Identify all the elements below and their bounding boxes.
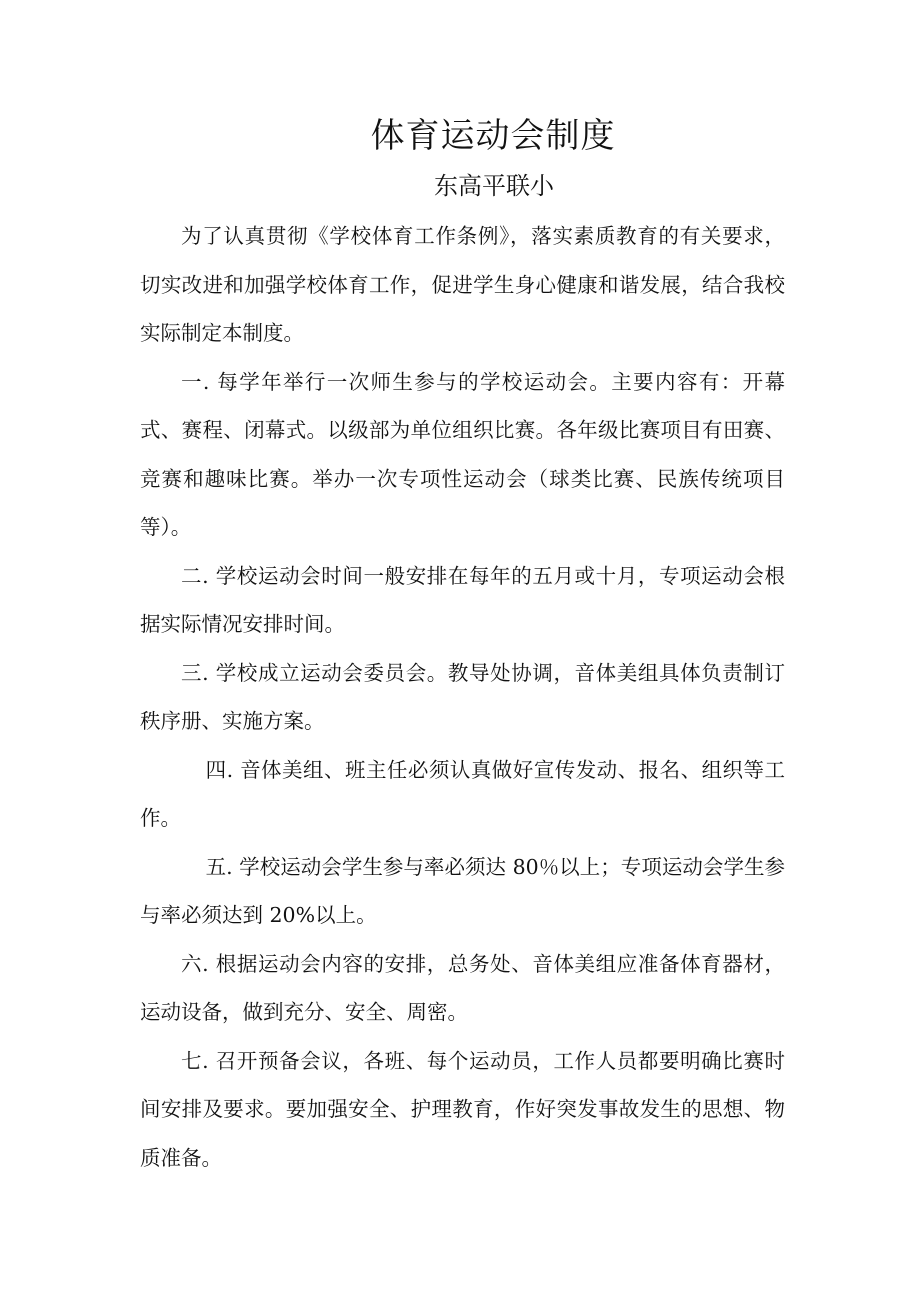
paragraph-3: 三. 学校成立运动会委员会。教导处协调，音体美组具体负责制订秩序册、实施方案。 bbox=[140, 660, 785, 733]
paragraph-intro: 为了认真贯彻《学校体育工作条例》，落实素质教育的有关要求，切实改进和加强学校体育工作，促进学生身心健康和谐发展，结合我校实际制定本制度。 bbox=[140, 224, 785, 345]
document-body bbox=[140, 212, 785, 1182]
paragraph-6: 六. 根据运动会内容的安排，总务处、音体美组应准备体育器材，运动设备，做到充分、安全、周密。 bbox=[140, 951, 785, 1024]
paragraph-1: 一. 每学年举行一次师生参与的学校运动会。主要内容有：开幕式、赛程、闭幕式。以级部为单位组织比赛。各年级比赛项目有田赛、竞赛和趣味比赛。举办一次专项性运动会（球类比赛、民族传统项目等）。 bbox=[140, 369, 785, 539]
document-subtitle: 东高平联小 bbox=[434, 172, 554, 200]
paragraph-4: 四. 音体美组、班主任必须认真做好宣传发动、报名、组织等工作。 bbox=[140, 757, 785, 830]
document-title: 体育运动会制度 bbox=[370, 116, 616, 156]
paragraph-2: 二. 学校运动会时间一般安排在每年的五月或十月，专项运动会根据实际情况安排时间。 bbox=[140, 563, 785, 636]
paragraph-7: 七. 召开预备会议，各班、每个运动员，工作人员都要明确比赛时间安排及要求。要加强安全、护理教育，作好突发事故发生的思想、物质准备。 bbox=[140, 1048, 785, 1170]
paragraph-5: 五. 学校运动会学生参与率必须达 80％以上；专项运动会学生参与率必须达到 20%以上。 bbox=[140, 854, 785, 927]
